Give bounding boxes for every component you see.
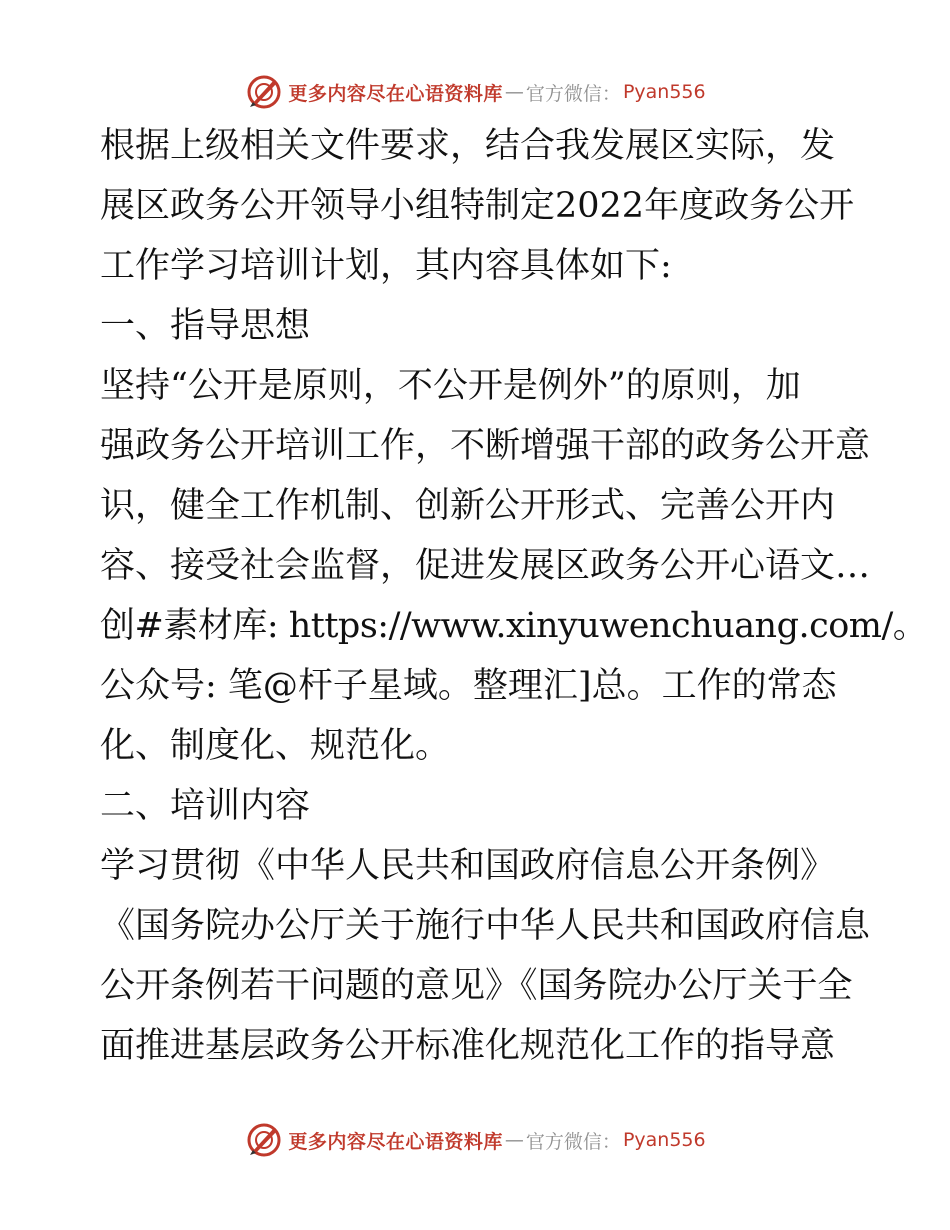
body-line: 强政务公开培训工作，不断增强干部的政务公开意 — [100, 426, 871, 466]
watermark-separator: — — [504, 1129, 524, 1151]
watermark-wechat-label: 官方微信： — [525, 82, 621, 105]
body-line: 识，健全工作机制、创新公开形式、完善公开内 — [100, 486, 836, 526]
body-line: 化、制度化、规范化。 — [100, 726, 451, 766]
section-heading: 二、培训内容 — [100, 786, 311, 826]
body-line: 容、接受社会监督，促进发展区政务公开心语文… — [100, 546, 871, 586]
body-line: 根据上级相关文件要求，结合我发展区实际，发 — [100, 126, 836, 166]
watermark-text: 更多内容尽在心语资料库 — [288, 1130, 503, 1153]
watermark-text: 更多内容尽在心语资料库 — [288, 82, 503, 105]
body-line: 面推进基层政务公开标准化规范化工作的指导意 — [100, 1026, 836, 1066]
body-line: 工作学习培训计划，其内容具体如下: — [100, 246, 672, 286]
watermark-wechat-id: Pyan556 — [622, 1129, 706, 1151]
header-watermark — [0, 70, 950, 114]
body-line: 坚持“公开是原则，不公开是例外”的原则，加 — [100, 366, 801, 406]
quill-logo-icon — [244, 72, 284, 112]
quill-logo-icon — [244, 1120, 284, 1160]
body-line: 《国务院办公厅关于施行中华人民共和国政府信息 — [100, 906, 871, 946]
watermark-separator: — — [504, 81, 524, 103]
watermark-wechat-label: 官方微信： — [525, 1130, 621, 1153]
body-line: 公众号: 笔@杆子星域。整理汇]总。工作的常态 — [100, 666, 837, 706]
body-line: 学习贯彻《中华人民共和国政府信息公开条例》 — [100, 846, 836, 886]
body-line: 创#素材库: https://www.xinyuwenchuang.com/。 — [100, 606, 928, 646]
watermark-wechat-id: Pyan556 — [622, 81, 706, 103]
body-line: 展区政务公开领导小组特制定2022年度政务公开 — [100, 186, 855, 226]
document-body — [100, 116, 928, 1076]
body-line: 公开条例若干问题的意见》《国务院办公厅关于全 — [100, 966, 853, 1006]
section-heading: 一、指导思想 — [100, 306, 311, 346]
footer-watermark — [0, 1118, 950, 1162]
